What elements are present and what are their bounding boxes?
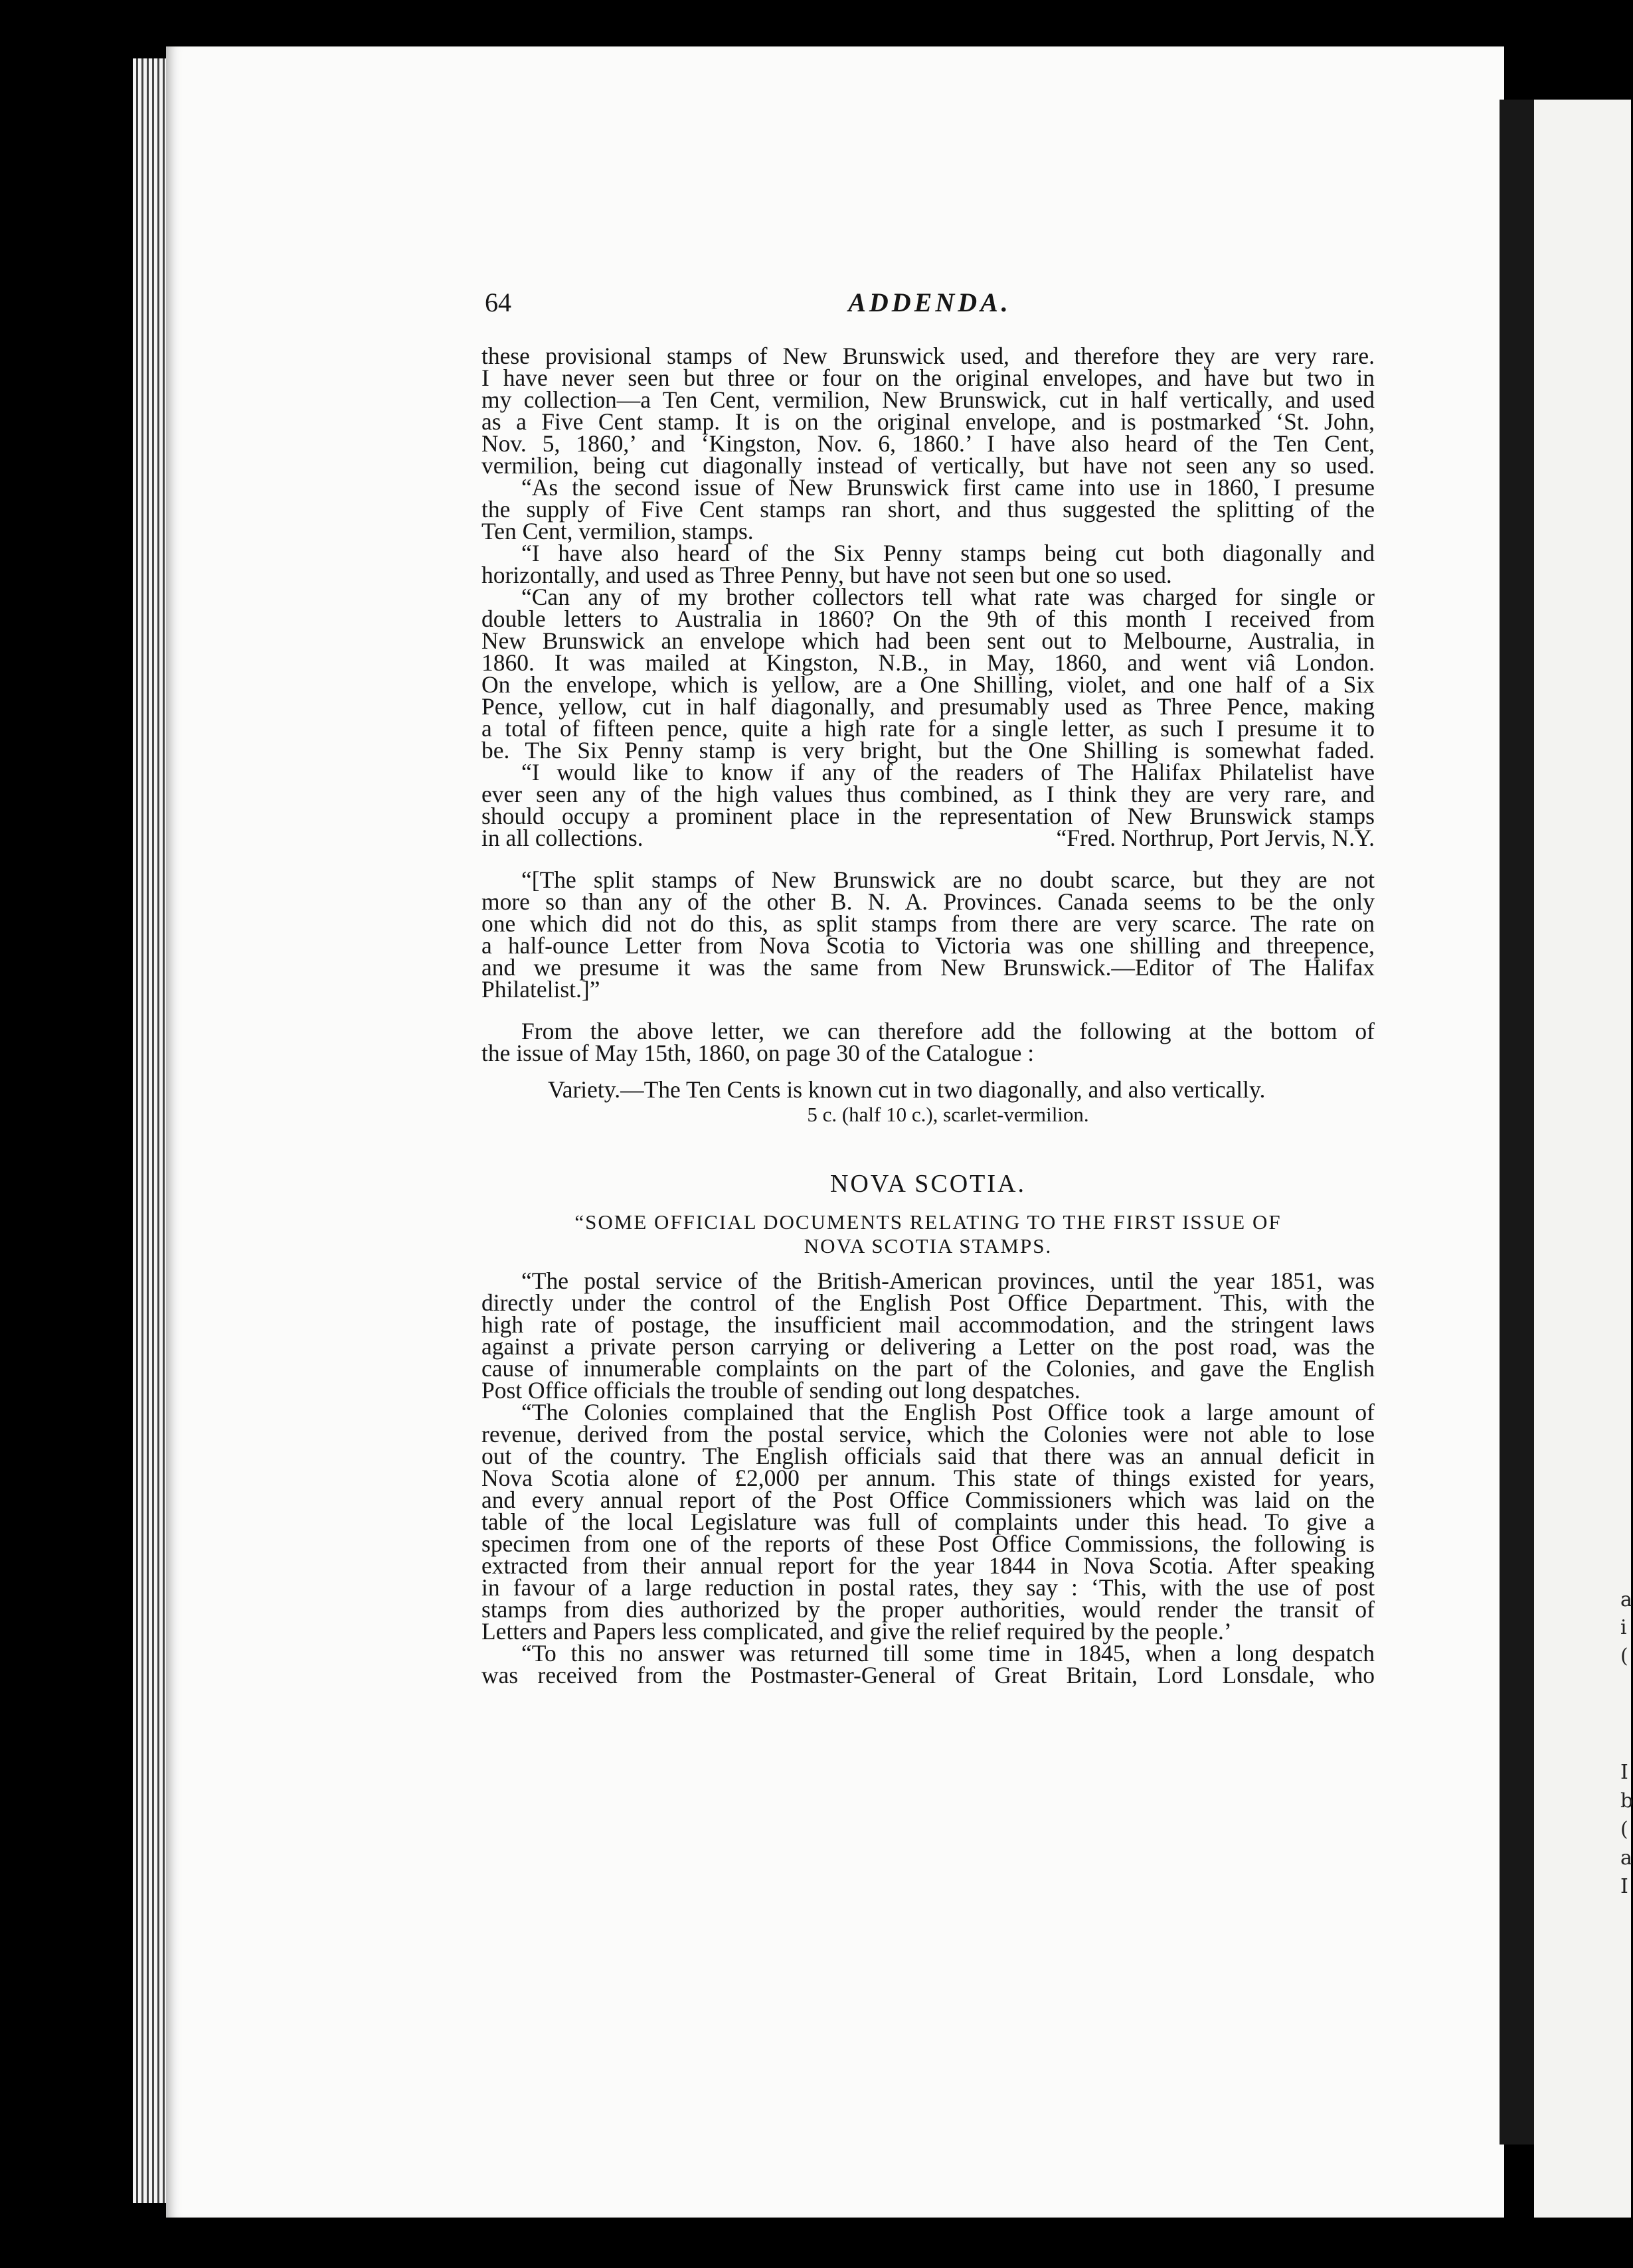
running-head [485, 287, 1375, 327]
text-line: and we presume it was the same from New Brunswick.—Editor of The Halifax [481, 954, 1375, 981]
text-line: out of the country. The English officials said that there was an annual deficit in [481, 1443, 1375, 1469]
adjacent-page-fragment: ( [1620, 1818, 1628, 1841]
adjacent-page-fragment: a [1620, 1588, 1632, 1611]
paragraph [481, 1399, 1375, 1645]
text-line: in all collections. [481, 825, 644, 851]
text-line: the issue of May 15th, 1860, on page 30 of the Catalogue : [481, 1040, 1035, 1066]
text-line: “I would like to know if any of the readers of The Halifax Philatelist have [521, 759, 1375, 785]
catalogue-listing: 5 c. (half 10 c.), scarlet-vermilion. [807, 1103, 1089, 1126]
text-line: double letters to Australia in 1860? On the 9th of this month I received from [481, 606, 1375, 632]
section-heading: NOVA SCOTIA. [829, 1170, 1026, 1198]
paragraph [481, 1640, 1375, 1688]
text-line: my collection—a Ten Cent, vermilion, New Brunswick, cut in half vertically, and used [481, 386, 1375, 413]
adjacent-page-fragment: I [1620, 1761, 1628, 1784]
text-line: 1860. It was mailed at Kingston, N.B., in May, 1860, and went viâ London. [481, 649, 1375, 676]
letter-signature: “Fred. Northrup, Port Jervis, N.Y. [1056, 825, 1375, 851]
text-line: cause of innumerable complaints on the part of the Colonies, and gave the English [481, 1355, 1375, 1382]
text-line: horizontally, and used as Three Penny, but have not seen but one so used. [481, 562, 1172, 588]
section-subheading: “SOME OFFICIAL DOCUMENTS RELATING TO THE FIRST ISSUE OF [574, 1210, 1282, 1234]
text-line: Philatelist.]” [481, 976, 600, 1003]
text-line: revenue, derived from the postal service, which the Colonies were not able to lose [481, 1421, 1375, 1447]
text-line: Letters and Papers less complicated, and give the relief required by the people.’ [481, 1618, 1232, 1645]
text-line: one which did not do this, as split stamps from there are very scarce. The rate on [481, 910, 1375, 937]
text-line: Nova Scotia alone of £2,000 per annum. This state of things existed for years, [481, 1465, 1375, 1491]
page-number: 64 [485, 287, 511, 317]
text-line: Ten Cent, vermilion, stamps. [481, 518, 754, 544]
text-line: Pence, yellow, cut in half diagonally, and presumably used as Three Pence, making [481, 693, 1375, 720]
running-title: ADDENDA. [848, 287, 1011, 317]
adjacent-page-fragment: a [1620, 1846, 1632, 1870]
page-body [481, 345, 1375, 1686]
variety-note: Variety.—The Ten Cents is known cut in two diagonally, and also vertically. [548, 1076, 1266, 1103]
text-line: stamps from dies authorized by the proper authorities, would render the transit of [481, 1596, 1375, 1623]
text-line: as a Five Cent stamp. It is on the original envelope, and is postmarked ‘St. John, [481, 408, 1375, 435]
text-line: “I have also heard of the Six Penny stamps being cut both diagonally and [521, 540, 1375, 566]
text-line: “The Colonies complained that the English Post Office took a large amount of [521, 1399, 1375, 1425]
text-line: high rate of postage, the insufficient mail accommodation, and the stringent laws [481, 1311, 1375, 1338]
text-line: was received from the Postmaster-General of Great Britain, Lord Lonsdale, who [481, 1662, 1375, 1688]
text-line: “[The split stamps of New Brunswick are no doubt scarce, but they are not [521, 866, 1375, 893]
text-line: be. The Six Penny stamp is very bright, but the One Shilling is somewhat faded. [481, 737, 1375, 764]
paragraph [481, 1267, 1375, 1404]
text-line: “As the second issue of New Brunswick first came into use in 1860, I presume [521, 474, 1375, 501]
adjacent-page-fragment: ( [1620, 1645, 1628, 1668]
adjacent-page-edge [1534, 100, 1631, 2218]
text-line: specimen from one of the reports of these Post Office Commissions, the following is [481, 1530, 1375, 1557]
text-line: ever seen any of the high values thus combined, as I think they are very rare, and [481, 781, 1375, 807]
paragraph [481, 586, 1375, 762]
text-line: “To this no answer was returned till some time in 1845, when a long despatch [521, 1640, 1375, 1666]
text-line: extracted from their annual report for the year 1844 in Nova Scotia. After speaking [481, 1552, 1375, 1579]
paragraph-continued [481, 345, 1375, 477]
text-line: I have never seen but three or four on the original envelopes, and have but two in [481, 364, 1375, 391]
text-line: the supply of Five Cent stamps ran short, and thus suggested the splitting of the [481, 496, 1375, 523]
text-line: New Brunswick an envelope which had been sent out to Melbourne, Australia, in [481, 627, 1375, 654]
text-line: Post Office officials the trouble of sending out long despatches. [481, 1377, 1080, 1404]
adjacent-page-fragment: i [1620, 1616, 1627, 1639]
text-line: more so than any of the other B. N. A. Provinces. Canada seems to be the only [481, 888, 1375, 915]
text-line: should occupy a prominent place in the representation of New Brunswick stamps [481, 803, 1375, 829]
text-line: a total of fifteen pence, quite a high rate for a single letter, as such I presume it to [481, 715, 1375, 742]
text-line: directly under the control of the English Post Office Department. This, with the [481, 1289, 1375, 1316]
paragraph [481, 542, 1375, 586]
paragraph [481, 1020, 1375, 1064]
text-line: “The postal service of the British-American provinces, until the year 1851, was [521, 1267, 1375, 1294]
text-line: in favour of a large reduction in postal rates, they say : ‘This, with the use of post [481, 1574, 1375, 1601]
section-subheading: NOVA SCOTIA STAMPS. [804, 1234, 1053, 1257]
text-line: against a private person carrying or delivering a Letter on the post road, was the [481, 1333, 1375, 1360]
paragraph [481, 474, 1375, 544]
text-line: these provisional stamps of New Brunswick used, and therefore they are very rare. [481, 343, 1375, 369]
editor-note [481, 866, 1375, 1003]
adjacent-page-fragment: b [1620, 1789, 1633, 1813]
book-gutter [1500, 100, 1534, 2145]
text-line: a half-ounce Letter from Nova Scotia to Victoria was one shilling and threepence, [481, 932, 1375, 959]
text-line: and every annual report of the Post Office Commissioners which was laid on the [481, 1487, 1375, 1513]
spacer [481, 1127, 1375, 1169]
adjacent-page-fragment: I [1620, 1875, 1628, 1898]
text-line: “Can any of my brother collectors tell what rate was charged for single or [521, 584, 1375, 610]
text-line: Nov. 5, 1860,’ and ‘Kingston, Nov. 6, 1860.’ I have also heard of the Ten Cent, [481, 430, 1375, 457]
text-line: On the envelope, which is yellow, are a One Shilling, violet, and one half of a Six [481, 671, 1375, 698]
spacer [481, 1198, 1375, 1210]
text-line: From the above letter, we can therefore add the following at the bottom of [521, 1018, 1375, 1044]
text-line: vermilion, being cut diagonally instead of vertically, but have not seen any so used. [481, 452, 1375, 479]
text-line: table of the local Legislature was full of complaints under this head. To give a [481, 1508, 1375, 1535]
